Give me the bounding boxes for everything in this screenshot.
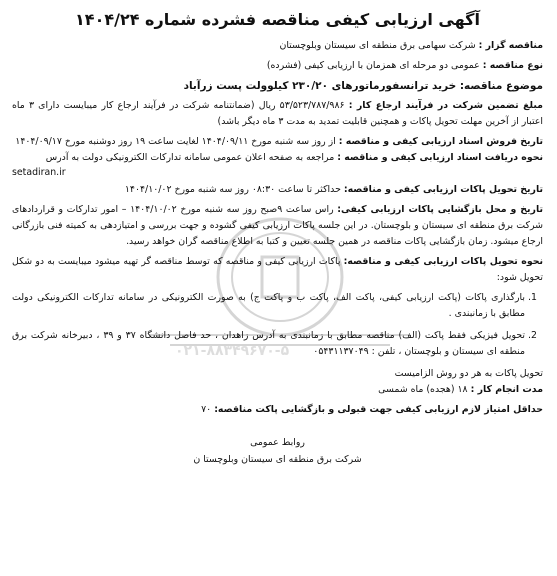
duration-value: ۱۸ (هجده) ماه شمسی xyxy=(378,384,471,395)
delivery-step-1: 1. بارگذاری پاکات (پاکت ارزیابی کیفی، پاکت الف، پاکت ب و پاکت ج) به صورت الکترونیکی در سامانه تدارکات الکترونیکی دولت مطابق با زمانبندی . xyxy=(12,290,525,322)
min-score-value: ۷۰ xyxy=(201,404,215,415)
subject-value: خرید ترانسفورماتورهای ۲۳۰/۲۰ کیلوولت پست زرآباد xyxy=(183,80,460,92)
watermark-phone: ۰۲۱-۸۸۳۴۹۶۷۰-۵ xyxy=(175,343,290,359)
sale-date-value: از روز سه شنبه مورخ ۱۴۰۴/۰۹/۱۱ لغایت ساعت ۱۹ روز دوشنبه مورخ ۱۴۰۴/۰۹/۱۷ xyxy=(15,136,339,147)
sale-date-key: تاریخ فروش اسناد ارزیابی کیفی و مناقصه : xyxy=(338,136,543,147)
signature-line-1: روابط عمومی xyxy=(250,437,305,448)
signature-block xyxy=(12,434,543,468)
organizer-key: مناقصه گزار : xyxy=(478,40,543,51)
delivery-method-value: پاکات ارزیابی کیفی و مناقصه که توسط مناقصه گر تهیه میشود میبایست به دو شکل تحویل شود: xyxy=(12,256,543,283)
duration-key: مدت انجام کار : xyxy=(470,384,543,395)
tender-type-key: نوع مناقصه : xyxy=(482,60,543,71)
guarantee-row xyxy=(12,98,543,130)
receive-row xyxy=(12,150,543,166)
deliver-date-row xyxy=(12,182,543,198)
organizer-value: شرکت سهامی برق منطقه ای سیستان وبلوچستان xyxy=(279,40,479,51)
guarantee-value: ۵۳/۵۲۳/۷۸۷/۹۸۶ ریال (ضمانتنامه شرکت در فرآیند ارجاع کار میبایست دارای ۳ ماه اعتبار از آخرین مهلت تحویل پاکات و همچنین قابلیت تمدید به مدت ۳ ماه دیگر باشد) xyxy=(12,100,543,127)
organizer-row xyxy=(12,38,543,54)
duration-row xyxy=(12,382,543,398)
delivery-step-2: 2. تحویل فیزیکی فقط پاکت (الف) مناقصه مطابق با زمانبندی به آدرس زاهدان ، حد فاصل دانشگاه ۳۷ و ۳۹ ، دبیرخانه شرکت برق منطقه ای سیستان و بلوچستان ، تلفن : ۰۵۴۳۱۱۳۷۰۴۹ xyxy=(12,328,525,360)
subject-row xyxy=(12,78,543,94)
both-methods-note: تحویل پاکات به هر دو روش الزامیست xyxy=(394,368,543,379)
sale-date-row xyxy=(12,134,543,150)
min-score-key: حداقل امتیاز لازم ارزیابی کیفی جهت قبولی و بازگشایی پاکت مناقصه: xyxy=(214,404,543,415)
receive-value: مراجعه به صفحه اعلان عمومی سامانه تدارکات الکترونیکی دولت به آدرس xyxy=(45,152,338,163)
opening-row xyxy=(12,202,543,250)
delivery-method-key: نحوه تحویل پاکات ارزیابی کیفی و مناقصه: xyxy=(343,256,543,267)
opening-value: راس ساعت ۹صبح روز سه شنبه مورخ ۱۴۰۴/۱۰/۰۲ – امور تدارکات و قراردادهای شرکت برق منطقه ای سیستان و بلوچستان. در این جلسه پاکات ارزیابی کیفی گشوده و جهت بررسی و امتیازدهی به کمیته فنی بازرگانی ارجاع میشود. زمان بازگشایی پاکات مناقصه در همین جلسه تعیین و کتبا به اطلاع مناقصه گران خواهد رسید. xyxy=(12,204,543,247)
min-score-row xyxy=(12,402,543,418)
delivery-method-row xyxy=(12,254,543,286)
setad-url[interactable]: setadiran.ir xyxy=(12,167,66,178)
deliver-date-key: تاریخ تحویل پاکات ارزیابی کیفی و مناقصه: xyxy=(343,184,543,195)
receive-key: نحوه دریافت اسناد ارزیابی کیفی و مناقصه : xyxy=(337,152,543,163)
tender-type-value: عمومی دو مرحله ای همزمان با ارزیابی کیفی (فشرده) xyxy=(266,60,483,71)
opening-key: تاریخ و محل بازگشایی پاکات ارزیابی کیفی: xyxy=(337,204,543,215)
tender-type-row xyxy=(12,58,543,74)
guarantee-key: مبلغ تضمین شرکت در فرآیند ارجاع کار : xyxy=(348,100,543,111)
deliver-date-value: حداکثر تا ساعت ۰۸:۳۰ روز سه شنبه مورخ ۱۴۰۴/۱۰/۰۲ xyxy=(124,184,344,195)
signature-line-2: شرکت برق منطقه ای سیستان وبلوچستا ن xyxy=(193,454,362,465)
subject-key: موضوع مناقصه: xyxy=(459,80,543,92)
notice-title: آگهی ارزیابی کیفی مناقصه فشرده شماره ۱۴۰۴/۲۴ xyxy=(75,10,480,29)
